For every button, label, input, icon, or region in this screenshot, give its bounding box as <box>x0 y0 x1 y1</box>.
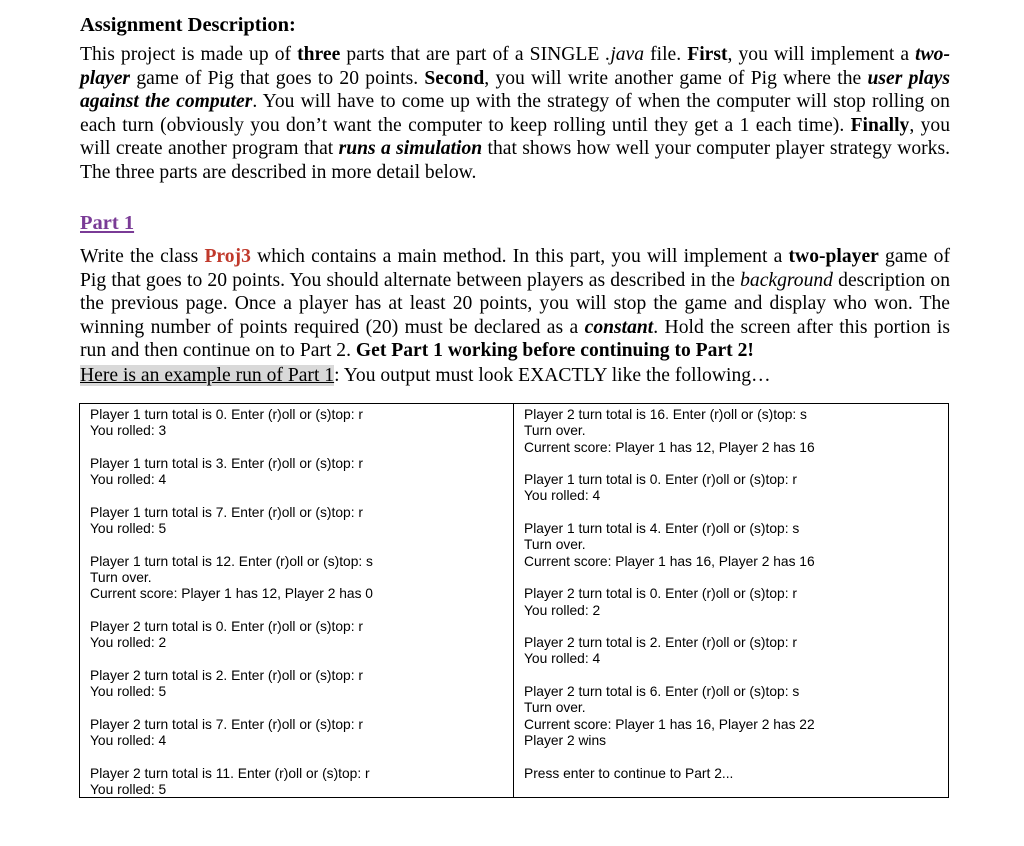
text-run: Proj3 <box>204 246 251 267</box>
text-run: This project is made up of <box>80 44 298 65</box>
console-line: Current score: Player 1 has 16, Player 2 has 16 <box>524 553 815 569</box>
console-line: Player 2 turn total is 0. Enter (r)oll or (s)top: r <box>90 618 363 634</box>
console-line: You rolled: 4 <box>524 651 601 667</box>
console-line: Player 2 turn total is 16. Enter (r)oll or (s)top: s <box>524 407 807 422</box>
part1-paragraph <box>80 245 950 363</box>
console-line: Player 1 turn total is 0. Enter (r)oll or (s)top: r <box>90 407 363 422</box>
console-block <box>524 472 938 505</box>
text-run: user plays against the computer <box>80 67 950 112</box>
assignment-document <box>80 14 950 387</box>
text-run: , you will implement a <box>727 44 916 65</box>
console-line: You rolled: 5 <box>90 781 167 797</box>
console-line: Player 1 turn total is 0. Enter (r)oll or (s)top: r <box>524 472 797 488</box>
console-block <box>90 505 503 538</box>
console-line: Player 1 turn total is 3. Enter (r)oll or (s)top: r <box>90 455 363 471</box>
console-block <box>524 766 938 782</box>
console-block <box>90 456 503 489</box>
console-block <box>524 635 938 668</box>
console-block <box>90 766 503 799</box>
example-run-line <box>80 364 950 388</box>
console-block <box>90 668 503 701</box>
console-line: Current score: Player 1 has 16, Player 2 has 22 <box>524 716 815 732</box>
text-run: file. <box>644 44 688 65</box>
text-run: . Hold the screen after this portion is run and then continue on to Part 2. <box>80 316 951 361</box>
console-line: You rolled: 4 <box>524 488 601 504</box>
console-line: Player 2 turn total is 0. Enter (r)oll or (s)top: r <box>524 586 797 602</box>
console-line: Player 2 turn total is 2. Enter (r)oll or (s)top: r <box>524 635 797 651</box>
console-line: Turn over. <box>90 569 152 585</box>
console-line: Player 1 turn total is 4. Enter (r)oll or (s)top: s <box>524 521 800 537</box>
console-line: Press enter to continue to Part 2... <box>524 765 734 781</box>
console-line: Player 1 turn total is 7. Enter (r)oll or (s)top: r <box>90 504 363 520</box>
text-run: .java <box>605 44 645 65</box>
console-line: Turn over. <box>524 537 586 553</box>
text-run: game of Pig that goes to 20 points. <box>130 67 425 89</box>
console-block <box>524 407 938 456</box>
text-run: Finally <box>850 114 910 136</box>
console-line: You rolled: 2 <box>90 635 167 651</box>
console-line: Player 2 turn total is 6. Enter (r)oll or (s)top: s <box>524 684 800 700</box>
console-line: You rolled: 3 <box>90 423 167 439</box>
text-run: parts that are part of a SINGLE <box>340 44 606 65</box>
console-line: Player 2 turn total is 2. Enter (r)oll or (s)top: r <box>90 667 363 683</box>
console-line: You rolled: 5 <box>90 684 167 700</box>
text-run: Second <box>424 67 485 89</box>
intro-paragraph <box>80 43 950 184</box>
console-left-column <box>80 404 514 797</box>
console-line: Player 1 turn total is 12. Enter (r)oll or (s)top: s <box>90 553 373 569</box>
example-run-link[interactable]: Here is an example run of Part 1 <box>80 364 335 386</box>
part1-heading: Part 1 <box>80 212 135 234</box>
example-run-instruction: : You output must look EXACTLY like the following… <box>334 364 771 386</box>
console-block <box>90 407 503 440</box>
text-run: Get Part 1 working before continuing to Part 2! <box>355 340 754 361</box>
text-run: runs a simulation <box>338 138 483 159</box>
text-run: which contains a main method. In this part, you will implement a <box>250 246 789 267</box>
text-run: game of Pig that goes to 20 points. You should alternate between players as described in the <box>80 246 950 291</box>
text-run: constant <box>584 316 654 338</box>
example-console-output <box>79 403 949 798</box>
console-line: Player 2 turn total is 11. Enter (r)oll or (s)top: r <box>90 765 370 781</box>
text-run: two-player <box>80 44 950 89</box>
console-line: You rolled: 2 <box>524 602 601 618</box>
console-line: Current score: Player 1 has 12, Player 2 has 0 <box>90 586 373 602</box>
text-run: , you will write another game of Pig where the <box>484 67 868 89</box>
text-run: background <box>740 269 833 291</box>
console-block <box>90 619 503 652</box>
console-line: Player 2 turn total is 7. Enter (r)oll or (s)top: r <box>90 716 363 732</box>
console-line: Turn over. <box>524 700 586 716</box>
text-run: . You will have to come up with the strategy of when the computer will stop rolling on each turn (obviously you don’t want the computer to keep rolling until they get a 1 each time). <box>80 91 950 136</box>
console-line: You rolled: 5 <box>90 521 167 537</box>
console-right-column <box>514 404 948 797</box>
text-run: , you will create another program that <box>80 114 950 159</box>
text-run: three <box>297 44 341 65</box>
text-run: Write the class <box>80 246 205 267</box>
console-line: You rolled: 4 <box>90 732 167 748</box>
assignment-heading: Assignment Description: <box>80 14 296 36</box>
text-run: two-player <box>788 246 879 267</box>
console-block <box>524 586 938 619</box>
console-line: Turn over. <box>524 423 586 439</box>
console-line: Current score: Player 1 has 12, Player 2 has 16 <box>524 439 815 455</box>
console-block <box>524 684 938 749</box>
console-block <box>90 554 503 603</box>
text-run: that shows how well your computer player strategy works. The three parts are described in more detail below. <box>80 138 950 183</box>
console-line: Player 2 wins <box>524 732 607 748</box>
console-block <box>90 717 503 750</box>
text-run: First <box>687 44 728 65</box>
console-block <box>524 521 938 570</box>
console-line: You rolled: 4 <box>90 472 167 488</box>
text-run: description on the previous page. Once a player has at least 20 points, you will stop the game and display who won. The winning number of points required (20) must be declared as a <box>80 269 951 338</box>
